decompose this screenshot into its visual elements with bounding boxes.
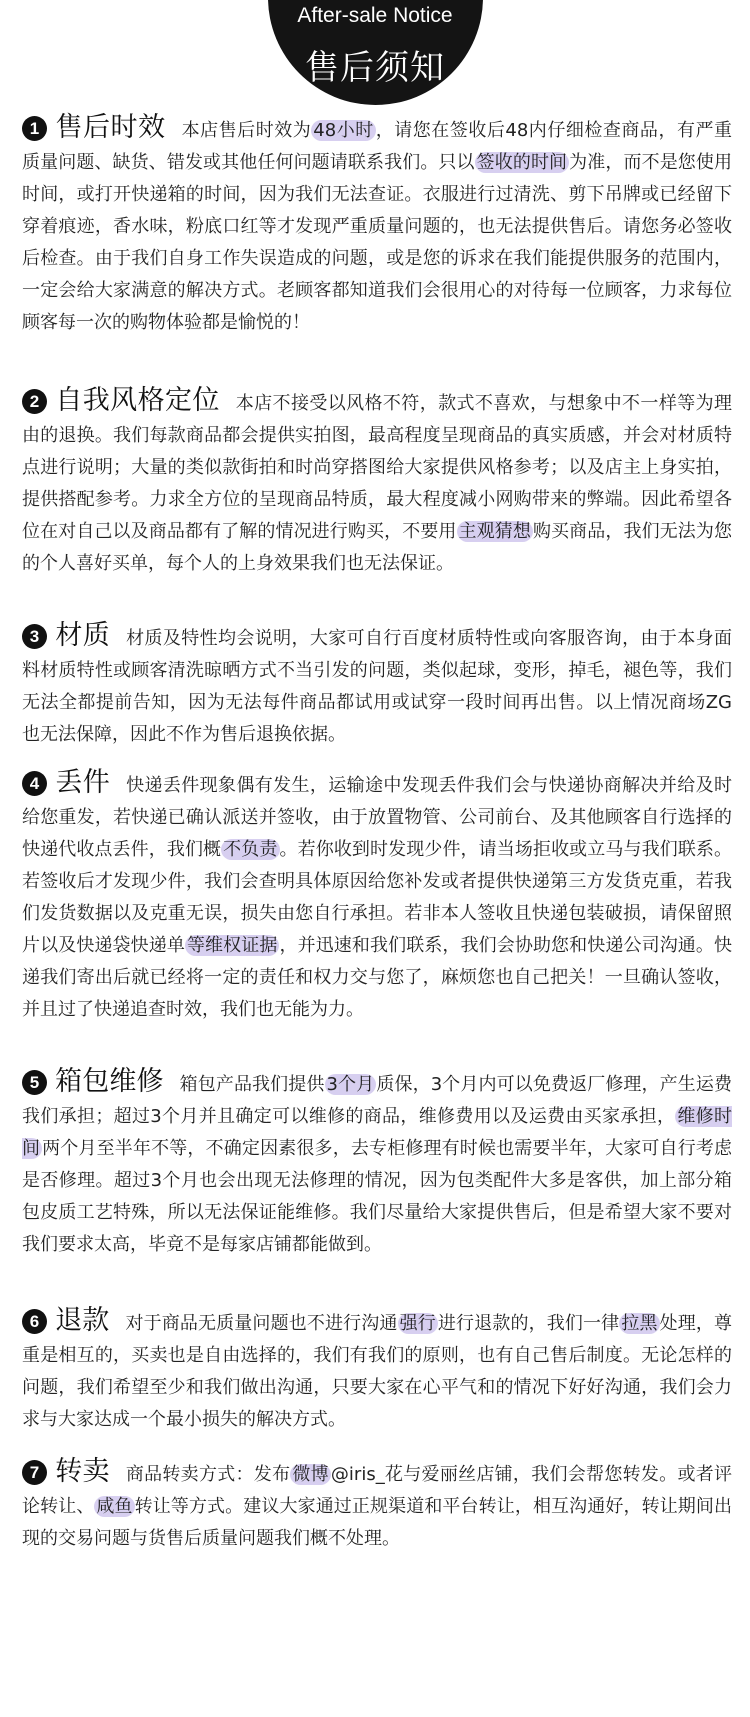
- section-title: 丢件: [55, 767, 111, 798]
- section-number-badge: 5: [22, 1070, 47, 1095]
- body-text: 。若你收到时发现少件，请当场拒收或立马与我们联系。若签收后才发现少件，我们会查明具体原因给您补发或者提供快递第三方发货克重，若我们发货数据以及克重无误，损失由您自行承担。若非本人签收且快递包装破损，请保留照片以及快递袋快递单: [22, 839, 733, 956]
- highlighted-text: 3个月: [326, 1074, 375, 1095]
- body-text: 转让等方式。建议大家通过正规渠道和平台转让，相互沟通好，转让期间出现的交易问题与货售后质量问题我们概不处理。: [22, 1496, 733, 1549]
- section-title: 转卖: [55, 1456, 110, 1487]
- section-number-badge: 1: [22, 116, 47, 141]
- body-text: 处理，尊重是相互的，买卖也是自由选择的，我们有我们的原则，也有自己售后制度。无论怎样的问题，我们希望至少和我们做出沟通，只要大家在心平气和的情况下好好沟通，我们会力求与大家达成一个最小损失的解决方式。: [22, 1313, 733, 1430]
- section-number-badge: 4: [22, 771, 47, 796]
- body-text: 商品转卖方式：发布: [125, 1464, 291, 1485]
- section-bag-repair: [22, 1066, 732, 1261]
- highlighted-text: 咸鱼: [96, 1496, 133, 1517]
- body-text: 进行退款的，我们一律: [437, 1313, 620, 1334]
- highlighted-text: 48小时: [313, 120, 374, 141]
- highlighted-text: 主观猜想: [458, 521, 531, 542]
- body-text: 箱包产品我们提供: [179, 1074, 325, 1095]
- section-resale: [22, 1456, 732, 1555]
- body-text: 质保，3个月内可以免费返厂修理，产生运费我们承担；超过3个月并且确定可以维修的商品，维修费用以及运费由买家承担，: [22, 1074, 733, 1127]
- body-text: 材质及特性均会说明，大家可自行百度材质特性或向客服咨询，由于本身面料材质特性或顾客清洗晾晒方式不当引发的问题，类似起球，变形，掉毛，褪色等，我们无法全都提前告知，因为无法每件商品都试用或试穿一段时间再出售。以上情况商场ZG也无法保障，因此不作为售后退换依据。: [22, 628, 733, 745]
- header-title-en: After-sale Notice: [297, 4, 453, 27]
- section-title: 售后时效: [55, 112, 166, 143]
- highlighted-text: 等维权证据: [186, 935, 278, 956]
- section-number-badge: 6: [22, 1309, 47, 1334]
- section-title: 退款: [55, 1305, 110, 1336]
- section-number-badge: 3: [22, 624, 47, 649]
- section-title: 箱包维修: [55, 1066, 164, 1097]
- body-text: 对于商品无质量问题也不进行沟通: [125, 1313, 398, 1334]
- body-text: ，请您在签收后48内仔细检查商品，有严重质量问题、缺货、错发或其他任何问题请联系我们。只以: [22, 120, 733, 173]
- body-text: 两个月至半年不等，不确定因素很多，去专柜修理有时候也需要半年，大家可自行考虑是否修理。超过3个月也会出现无法修理的情况，因为包类配件大多是客供，加上部分箱包皮质工艺特殊，所以无法保证能维修。我们尽量给大家提供售后，但是希望大家不要对我们要求太高，毕竟不是每家店铺都能做到。: [22, 1138, 733, 1255]
- header-title-cn: 售后须知: [305, 48, 445, 88]
- body-text: @iris_花与爱丽丝店铺，我们会帮您转发。或者评论转让、: [22, 1464, 733, 1517]
- body-text: 快递丢件现象偶有发生，运输途中发现丢件我们会与快递协商解决并给及时给您重发，若快递已确认派送并签收，由于放置物管、公司前台、及其他顾客自行选择的快递代收点丢件，我们概: [22, 775, 733, 860]
- section-refund: [22, 1305, 732, 1436]
- body-text: 购买商品，我们无法为您的个人喜好买单，每个人的上身效果我们也无法保证。: [22, 521, 733, 574]
- section-number-badge: 7: [22, 1460, 47, 1485]
- section-style-positioning: [22, 385, 732, 580]
- section-title: 自我风格定位: [55, 385, 220, 416]
- section-material: [22, 620, 732, 751]
- highlighted-text: 签收的时间: [476, 152, 568, 173]
- section-after-sale-period: [22, 112, 732, 339]
- body-text: 本店不接受以风格不符，款式不喜欢，与想象中不一样等为理由的退换。我们每款商品都会提供实拍图，最高程度呈现商品的真实质感，并会对材质特点进行说明；大量的类似款街拍和时尚穿搭图给大家提供风格参考；以及店主上身实拍，提供搭配参考。力求全方位的呈现商品特质，最大程度减小网购带来的弊端。因此希望各位在对自己以及商品都有了解的情况进行购买，不要用: [22, 393, 733, 542]
- highlighted-text: 不负责: [223, 839, 278, 860]
- section-title: 材质: [55, 620, 111, 651]
- body-text: 为准，而不是您使用时间，或打开快递箱的时间，因为我们无法查证。衣服进行过清洗、剪下吊牌或已经留下穿着痕迹，香水味，粉底口红等才发现严重质量问题的，也无法提供售后。请您务必签收后检查。由于我们自身工作失误造成的问题，或是您的诉求在我们能提供服务的范围内，一定会给大家满意的解决方式。老顾客都知道我们会很用心的对待每一位顾客，力求每位顾客每一次的购物体验都是愉悦的！: [22, 152, 733, 333]
- body-text: ，并迅速和我们联系，我们会协助您和快递公司沟通。快递我们寄出后就已经将一定的责任和权力交与您了，麻烦您也自己把关！一旦确认签收，并且过了快递追查时效，我们也无能为力。: [22, 935, 733, 1020]
- highlighted-text: 强行: [399, 1313, 436, 1334]
- body-text: 本店售后时效为: [181, 120, 312, 141]
- section-lost-package: [22, 767, 732, 1026]
- highlighted-text: 拉黑: [621, 1313, 658, 1334]
- highlighted-text: 维修时间: [22, 1106, 733, 1159]
- section-number-badge: 2: [22, 389, 47, 414]
- highlighted-text: 微博: [292, 1464, 329, 1485]
